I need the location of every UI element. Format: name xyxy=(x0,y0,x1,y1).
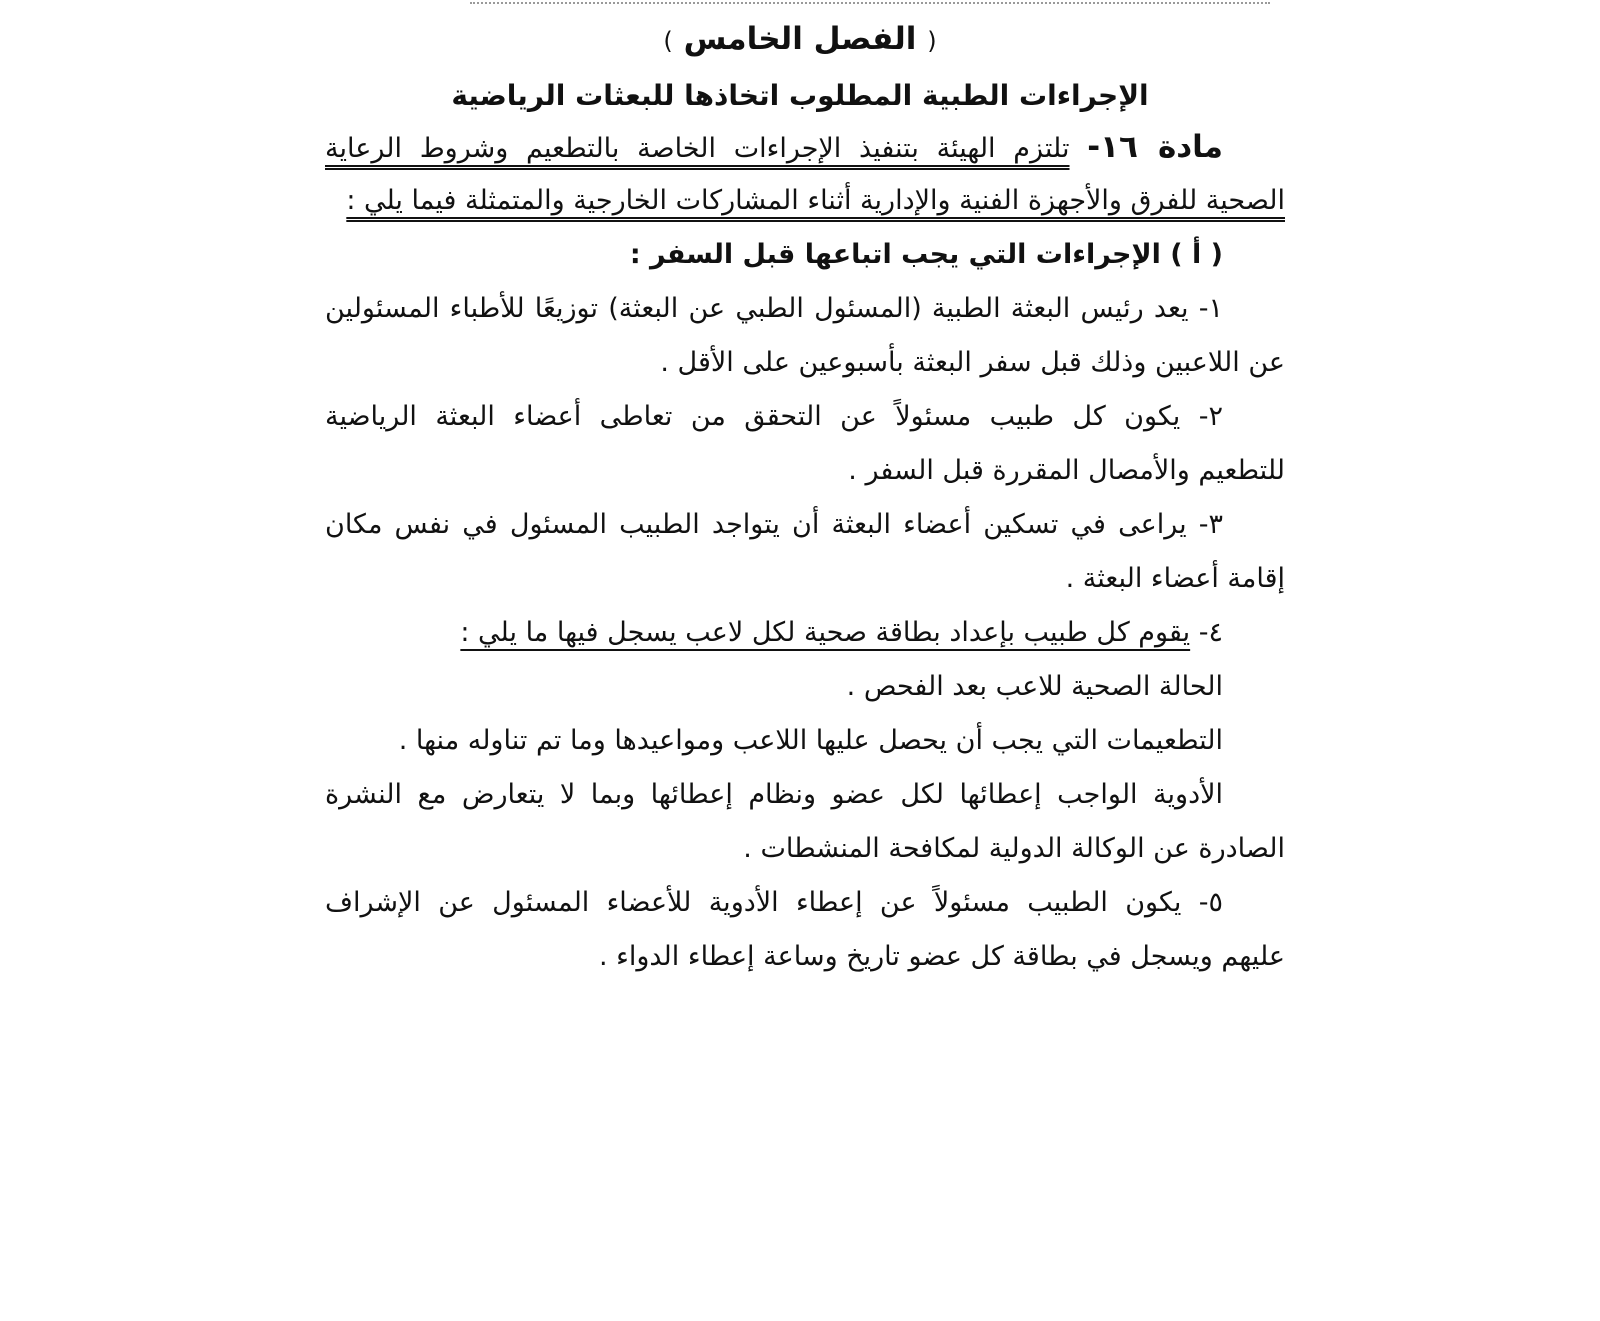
chapter-paren-open: ( xyxy=(927,27,937,55)
item-1-line-1: ١- يعد رئيس البعثة الطبية (المسئول الطبي عن البعثة) توزيعًا للأطباء المسئولين xyxy=(325,293,1223,324)
item-4 xyxy=(325,606,1285,660)
chapter-title xyxy=(560,14,1040,66)
item-3-line-2: إقامة أعضاء البعثة . xyxy=(1065,563,1285,594)
article-16-line-1 xyxy=(325,120,1285,174)
item-5-line-2: عليهم ويسجل في بطاقة كل عضو تاريخ وساعة إعطاء الدواء . xyxy=(598,941,1285,972)
article-intro-line-1: تلتزم الهيئة بتنفيذ الإجراءات الخاصة بالتطعيم وشروط الرعاية xyxy=(325,133,1070,164)
article-16-line-2 xyxy=(325,174,1285,228)
chapter-subtitle: الإجراءات الطبية المطلوب اتخاذها للبعثات الرياضية xyxy=(451,79,1149,112)
item-4-number: ٤- xyxy=(1198,617,1223,648)
section-a-heading: ( أ ) الإجراءات التي يجب اتباعها قبل السفر : xyxy=(629,239,1223,270)
item-1-line-2: عن اللاعبين وذلك قبل سفر البعثة بأسبوعين على الأقل . xyxy=(660,347,1285,378)
article-label: مادة ١٦- xyxy=(1087,129,1223,165)
item-4-text: يقوم كل طبيب بإعداد بطاقة صحية لكل لاعب يسجل فيها ما يلي : xyxy=(460,617,1191,648)
item-2-line-2: للتطعيم والأمصال المقررة قبل السفر . xyxy=(848,455,1285,486)
item-2-line-1: ٢- يكون كل طبيب مسئولاً عن التحقق من تعاطى أعضاء البعثة الرياضية xyxy=(325,401,1223,432)
item-4-sub-3-line-2: الصادرة عن الوكالة الدولية لمكافحة المنشطات . xyxy=(743,833,1285,864)
cropped-previous-line xyxy=(470,0,1270,4)
article-intro-line-2: الصحية للفرق والأجهزة الفنية والإدارية أثناء المشاركات الخارجية والمتمثلة فيما يلي : xyxy=(346,185,1285,216)
item-4-sub-3-line-1: الأدوية الواجب إعطائها لكل عضو ونظام إعطائها وبما لا يتعارض مع النشرة xyxy=(325,779,1223,810)
chapter-paren-close: ) xyxy=(663,27,673,55)
item-4-sub-1: الحالة الصحية للاعب بعد الفحص . xyxy=(846,671,1223,702)
item-4-sub-2: التطعيمات التي يجب أن يحصل عليها اللاعب ومواعيدها وما تم تناوله منها . xyxy=(398,725,1223,756)
item-5-line-1: ٥- يكون الطبيب مسئولاً عن إعطاء الأدوية للأعضاء المسئول عن الإشراف xyxy=(325,887,1223,918)
chapter-title-text: الفصل الخامس xyxy=(683,21,917,57)
article-body xyxy=(325,120,1285,984)
item-3-line-1: ٣- يراعى في تسكين أعضاء البعثة أن يتواجد الطبيب المسئول في نفس مكان xyxy=(325,509,1223,540)
